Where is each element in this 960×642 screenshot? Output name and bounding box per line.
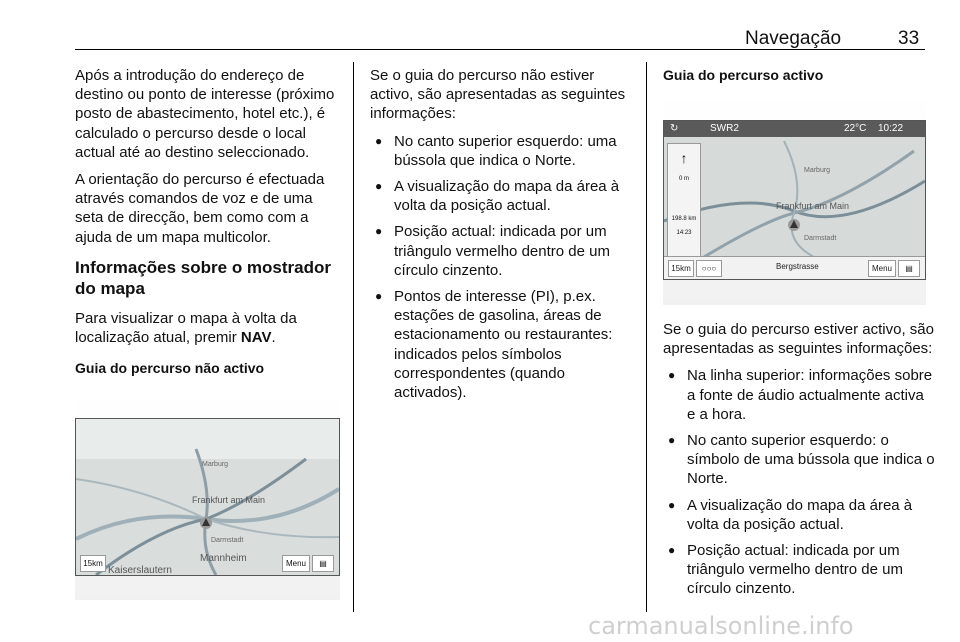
list-item: ● A visualização do mapa da área à volta da posição actual. bbox=[663, 496, 935, 534]
header-rule bbox=[75, 49, 925, 50]
clock: 10:22 bbox=[878, 123, 904, 134]
arrival-time: 14:23 bbox=[676, 230, 692, 236]
paragraph: Após a introdução do endereço de destino ou ponto de interesse (próximo posto de abastecimento, hotel etc.), é calculado o percurso desde o local actual até ao destino seleccionado. bbox=[75, 67, 335, 161]
column-divider-1 bbox=[353, 62, 354, 612]
direction-arrow-icon: ↑ bbox=[680, 150, 688, 166]
scale-button[interactable]: 15km bbox=[80, 555, 106, 572]
paragraph: A orientação do percurso é efectuada através comandos de voz e de uma seta de direcção, bem como com a ajuda de um mapa multicolor. bbox=[75, 171, 325, 246]
map-city-label: Frankfurt am Main bbox=[192, 495, 266, 505]
bottom-bar bbox=[664, 256, 925, 279]
distance-to-turn: 0 m bbox=[678, 176, 689, 182]
temperature: 22°C bbox=[844, 123, 867, 134]
remaining-distance: 198.8 km bbox=[671, 216, 697, 222]
nav-button-label: NAV bbox=[240, 329, 272, 347]
audio-source: SWR2 bbox=[710, 123, 739, 134]
map-city-label: Marburg bbox=[804, 167, 831, 174]
figure-caption: Guia do percurso activo bbox=[663, 67, 824, 83]
column-3-text bbox=[663, 320, 935, 606]
guidance-panel bbox=[667, 143, 701, 257]
map-city-label: Frankfurt am Main bbox=[776, 201, 850, 211]
list-item: ● Posição actual: indicada por um triângulo vermelho dentro de um círculo cinzento. bbox=[370, 222, 640, 280]
route-options-icon[interactable]: ○○○ bbox=[696, 260, 722, 277]
scale-button[interactable]: 15km bbox=[668, 260, 694, 277]
column-2 bbox=[370, 66, 640, 409]
status-bar bbox=[664, 121, 925, 137]
list-item: ● A visualização do mapa da área à volta da posição actual. bbox=[370, 177, 640, 215]
list-item: ● No canto superior esquerdo: uma bússola que indica o Norte. bbox=[370, 132, 640, 170]
page-number: 33 bbox=[898, 28, 920, 49]
paragraph-text: Para visualizar o mapa à volta da localização atual, premir bbox=[75, 309, 297, 347]
bullet-list bbox=[663, 366, 935, 598]
column-3 bbox=[663, 66, 935, 93]
nav-screen-inactive bbox=[75, 418, 340, 576]
map-view-icon[interactable]: ▤ bbox=[312, 555, 334, 572]
paragraph bbox=[75, 309, 345, 347]
paragraph: Se o guia do percurso não estiver activo, são apresentadas as seguintes informações: bbox=[370, 67, 626, 123]
list-item: ● No canto superior esquerdo: o símbolo de uma bússola que indica o Norte. bbox=[663, 431, 935, 489]
map-city-label: Darmstadt bbox=[211, 537, 244, 544]
map-city-label: Mannheim bbox=[200, 553, 247, 564]
list-item: ● Posição actual: indicada por um triângulo vermelho dentro de um círculo cinzento. bbox=[663, 541, 935, 599]
map-city-label: Marburg bbox=[202, 461, 229, 468]
current-street: Bergstrasse bbox=[776, 262, 819, 271]
list-item: ● Pontos de interesse (PI), p.ex. estações de gasolina, áreas de estacionamento ou restaurantes: indicados pelos símbolos correspondentes (quando activados). bbox=[370, 287, 640, 402]
section-heading: Informações sobre o mostrador do mapa bbox=[75, 257, 332, 298]
map-view-icon[interactable]: ▤ bbox=[898, 260, 920, 277]
source-icon: ↻ bbox=[670, 123, 679, 134]
figure-caption: Guia do percurso não activo bbox=[75, 360, 265, 377]
bullet-list bbox=[370, 132, 640, 403]
map-city-label: Darmstadt bbox=[804, 235, 837, 242]
paragraph: Se o guia do percurso estiver activo, são apresentadas as seguintes informações: bbox=[663, 321, 934, 358]
column-1 bbox=[75, 66, 345, 386]
menu-button[interactable]: Menu bbox=[868, 260, 896, 277]
list-item: ● Na linha superior: informações sobre a fonte de áudio actualmente activa e a hora. bbox=[663, 366, 935, 424]
column-divider-2 bbox=[646, 62, 647, 612]
watermark: carmanualsonline.info bbox=[588, 612, 854, 640]
page-header-title: Navegação bbox=[745, 28, 842, 49]
paragraph-text: . bbox=[271, 329, 276, 347]
nav-screen-active bbox=[663, 120, 926, 280]
map-city-label: Kaiserslautern bbox=[108, 565, 172, 576]
menu-button[interactable]: Menu bbox=[282, 555, 310, 572]
